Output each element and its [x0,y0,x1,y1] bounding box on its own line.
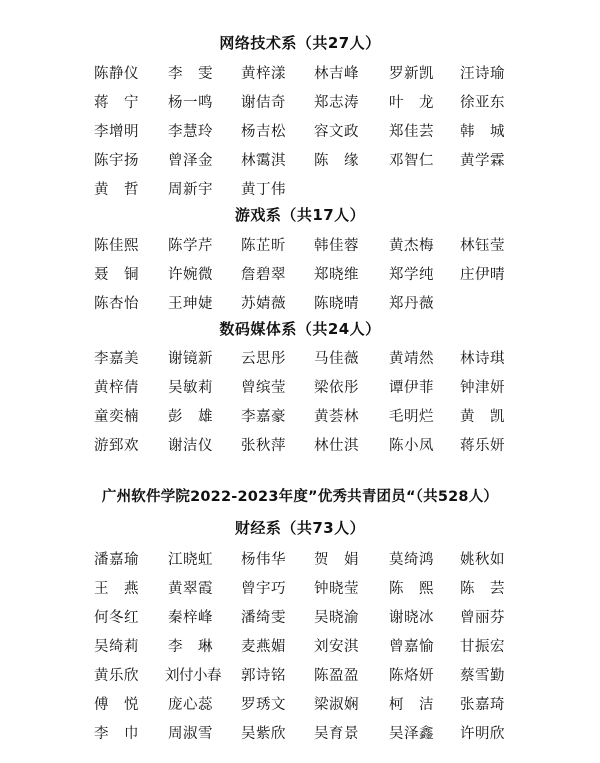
student-name: 梁淑娴 [314,697,359,713]
student-name: 刘付小春 [165,668,221,684]
student-name: 郑晓维 [314,267,359,283]
section-heading-game: 游戏系（共17人） [234,206,366,224]
student-name: 陈佳熙 [94,238,139,254]
student-name: 黄靖然 [389,351,434,367]
name-row [0,179,600,208]
student-name: 彭 雄 [168,409,213,425]
section-heading-finance: 财经系（共73人） [234,519,366,537]
student-name: 周新宇 [168,182,213,198]
student-name: 陈 熙 [389,581,434,597]
student-name: 吴晓渝 [314,610,359,626]
student-name: 杨吉松 [241,124,286,140]
student-name: 蔡雪勤 [460,668,505,684]
student-name: 傅 悦 [94,697,139,713]
student-name: 李增明 [94,124,139,140]
student-name: 黄荟林 [314,409,359,425]
student-name: 姚秋如 [460,552,505,568]
student-name: 潘绮雯 [241,610,286,626]
student-name: 麦燕媚 [241,639,286,655]
name-grid-digital-media [0,348,600,464]
name-row [0,578,600,607]
student-name: 许明欣 [460,726,505,742]
name-row [0,694,600,723]
student-name: 甘振宏 [460,639,505,655]
student-name: 秦梓峰 [168,610,213,626]
section-heading-network-tech: 网络技术系（共27人） [219,34,381,52]
student-name: 谢佶奇 [241,95,286,111]
student-name: 黄乐欣 [94,668,139,684]
student-name: 钟晓莹 [314,581,359,597]
student-name: 郑学纯 [389,267,434,283]
document-title: 广州软件学院2022-2023年度”优秀共青团员“（共528人） [101,489,499,505]
student-name: 吴育景 [314,726,359,742]
student-name: 李嘉豪 [241,409,286,425]
student-name: 许婉微 [168,267,213,283]
student-name: 谢洁仪 [168,438,213,454]
name-grid-finance [0,549,600,752]
student-name: 陈晓晴 [314,296,359,312]
name-row [0,92,600,121]
student-name: 蒋乐妍 [460,438,505,454]
student-name: 李嘉美 [94,351,139,367]
name-row [0,665,600,694]
student-name: 陈 芸 [460,581,505,597]
student-name: 贺 娟 [314,552,359,568]
student-name: 陈学芹 [168,238,213,254]
name-row [0,121,600,150]
student-name: 莫绮鸿 [389,552,434,568]
name-row [0,150,600,179]
student-name: 曾缤莹 [241,380,286,396]
name-row [0,723,600,752]
student-name: 张嘉琦 [460,697,505,713]
student-name: 黄学霖 [460,153,505,169]
student-name: 韩佳蓉 [314,238,359,254]
student-name: 吴绮莉 [94,639,139,655]
student-name: 周淑雪 [168,726,213,742]
student-name: 黄翠霞 [168,581,213,597]
name-row [0,63,600,92]
student-name: 汪诗瑜 [460,66,505,82]
student-name: 谢晓冰 [389,610,434,626]
student-name: 黄丁伟 [241,182,286,198]
student-name: 陈杏怡 [94,296,139,312]
student-name: 郭诗铭 [241,668,286,684]
student-name: 吴敏莉 [168,380,213,396]
name-row [0,406,600,435]
student-name: 陈芷昕 [241,238,286,254]
student-name: 邓智仁 [389,153,434,169]
student-name: 曾嘉愉 [389,639,434,655]
student-name: 曾丽芬 [460,610,505,626]
student-name: 钟津妍 [460,380,505,396]
student-name: 陈静仪 [94,66,139,82]
name-row [0,348,600,377]
name-row [0,549,600,578]
student-name: 罗新凯 [389,66,434,82]
student-name: 马佳薇 [314,351,359,367]
name-row [0,293,600,322]
student-name: 林钰莹 [460,238,505,254]
student-name: 陈烙妍 [389,668,434,684]
student-name: 吴泽鑫 [389,726,434,742]
student-name: 韩 城 [460,124,505,140]
name-row [0,607,600,636]
student-name: 李 琳 [168,639,213,655]
name-row [0,435,600,464]
student-name: 王 燕 [94,581,139,597]
name-row [0,636,600,665]
student-name: 庄伊晴 [460,267,505,283]
student-name: 李 巾 [94,726,139,742]
student-name: 容文政 [314,124,359,140]
student-name: 梁依彤 [314,380,359,396]
student-name: 吴紫欣 [241,726,286,742]
student-name: 郑佳芸 [389,124,434,140]
student-name: 谭伊菲 [389,380,434,396]
student-name: 陈 缘 [314,153,359,169]
student-name: 黄杰梅 [389,238,434,254]
student-name: 黄梓漾 [241,66,286,82]
student-name: 黄 凯 [460,409,505,425]
name-row [0,377,600,406]
student-name: 杨一鸣 [168,95,213,111]
student-name: 罗琇文 [241,697,286,713]
student-name: 江晓虹 [168,552,213,568]
student-name: 游郅欢 [94,438,139,454]
student-name: 陈宇扬 [94,153,139,169]
student-name: 叶 龙 [389,95,434,111]
student-name: 潘嘉瑜 [94,552,139,568]
student-name: 杨伟华 [241,552,286,568]
student-name: 郑丹薇 [389,296,434,312]
student-name: 何冬红 [94,610,139,626]
name-row [0,264,600,293]
student-name: 柯 洁 [389,697,434,713]
name-row [0,235,600,264]
student-name: 李慧玲 [168,124,213,140]
student-name: 童奕楠 [94,409,139,425]
student-name: 林仕淇 [314,438,359,454]
student-name: 聂 铜 [94,267,139,283]
student-name: 张秋萍 [241,438,286,454]
student-name: 林吉峰 [314,66,359,82]
student-name: 黄梓倩 [94,380,139,396]
student-name: 王珅婕 [168,296,213,312]
student-name: 郑志涛 [314,95,359,111]
student-name: 詹碧翠 [241,267,286,283]
student-name: 林霭淇 [241,153,286,169]
student-name: 刘安淇 [314,639,359,655]
section-heading-digital-media: 数码媒体系（共24人） [219,320,381,338]
student-name: 林诗琪 [460,351,505,367]
student-name: 谢镜新 [168,351,213,367]
student-name: 曾泽金 [168,153,213,169]
student-name: 蒋 宁 [94,95,139,111]
student-name: 陈盈盈 [314,668,359,684]
name-grid-game [0,235,600,322]
student-name: 黄 哲 [94,182,139,198]
student-name: 曾宇巧 [241,581,286,597]
student-name: 云思彤 [241,351,286,367]
student-name: 徐亚东 [460,95,505,111]
student-name: 庞心蕊 [168,697,213,713]
student-name: 李 雯 [168,66,213,82]
student-name: 毛明烂 [389,409,434,425]
student-name: 陈小凤 [389,438,434,454]
student-name: 苏婧薇 [241,296,286,312]
name-grid-network-tech [0,63,600,208]
